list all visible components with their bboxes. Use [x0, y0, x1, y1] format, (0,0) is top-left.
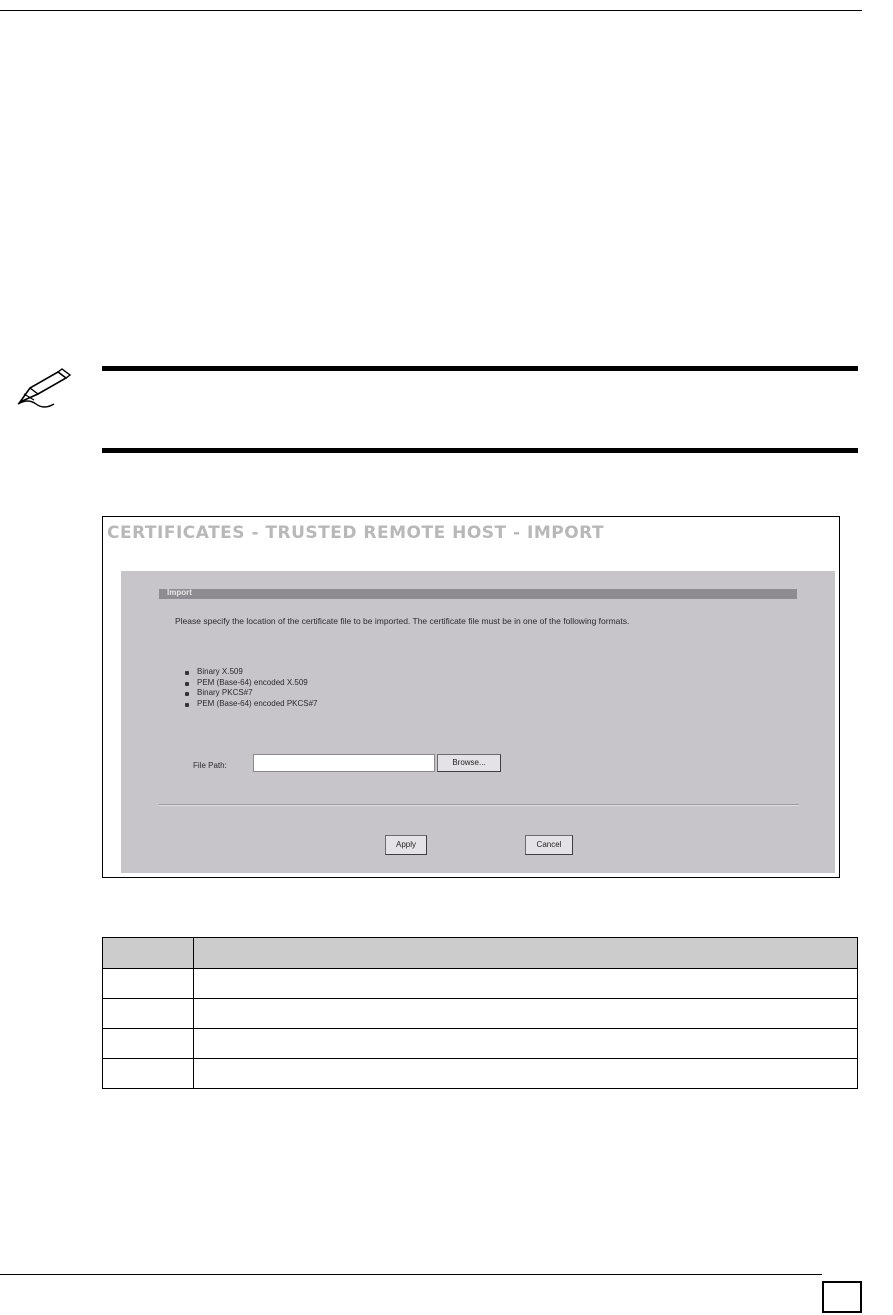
import-panel [121, 571, 835, 873]
table-cell [194, 1059, 858, 1089]
table-row [103, 1059, 858, 1089]
table-cell [194, 999, 858, 1029]
panel-divider [159, 804, 799, 806]
note-rule-bottom [102, 448, 858, 453]
header-rule [0, 10, 862, 11]
table-header-row [103, 938, 858, 969]
table-cell [103, 1029, 194, 1059]
table-cell [103, 969, 194, 999]
note-pencil-icon [14, 368, 74, 408]
format-item: PEM (Base-64) encoded X.509 [183, 678, 318, 689]
section-header [159, 589, 797, 599]
cancel-button[interactable]: Cancel [525, 835, 573, 855]
file-path-label: File Path: [193, 761, 227, 770]
file-path-input[interactable] [253, 754, 435, 772]
field-description-table [102, 937, 858, 1089]
note-rule-top [102, 366, 858, 371]
header-cell [194, 938, 858, 969]
table-cell [194, 969, 858, 999]
table-row [103, 969, 858, 999]
screen-title: CERTIFICATES - TRUSTED REMOTE HOST - IMPORT [107, 523, 605, 543]
intro-text: Please specify the location of the certificate file to be imported. The certificate file must be in one of the following formats. [175, 616, 630, 626]
browse-button[interactable]: Browse... [437, 754, 501, 772]
format-item: Binary X.509 [183, 667, 318, 678]
apply-button[interactable]: Apply [385, 835, 427, 855]
table-cell [103, 1059, 194, 1089]
format-item: Binary PKCS#7 [183, 688, 318, 699]
page-number-box [822, 1281, 862, 1313]
table-row [103, 999, 858, 1029]
section-label: Import [167, 588, 192, 597]
format-item: PEM (Base-64) encoded PKCS#7 [183, 699, 318, 710]
format-list [183, 667, 318, 709]
footer-rule [0, 1274, 822, 1275]
table-cell [194, 1029, 858, 1059]
header-cell [103, 938, 194, 969]
table-row [103, 1029, 858, 1059]
table-cell [103, 999, 194, 1029]
import-screen-figure [102, 516, 840, 878]
